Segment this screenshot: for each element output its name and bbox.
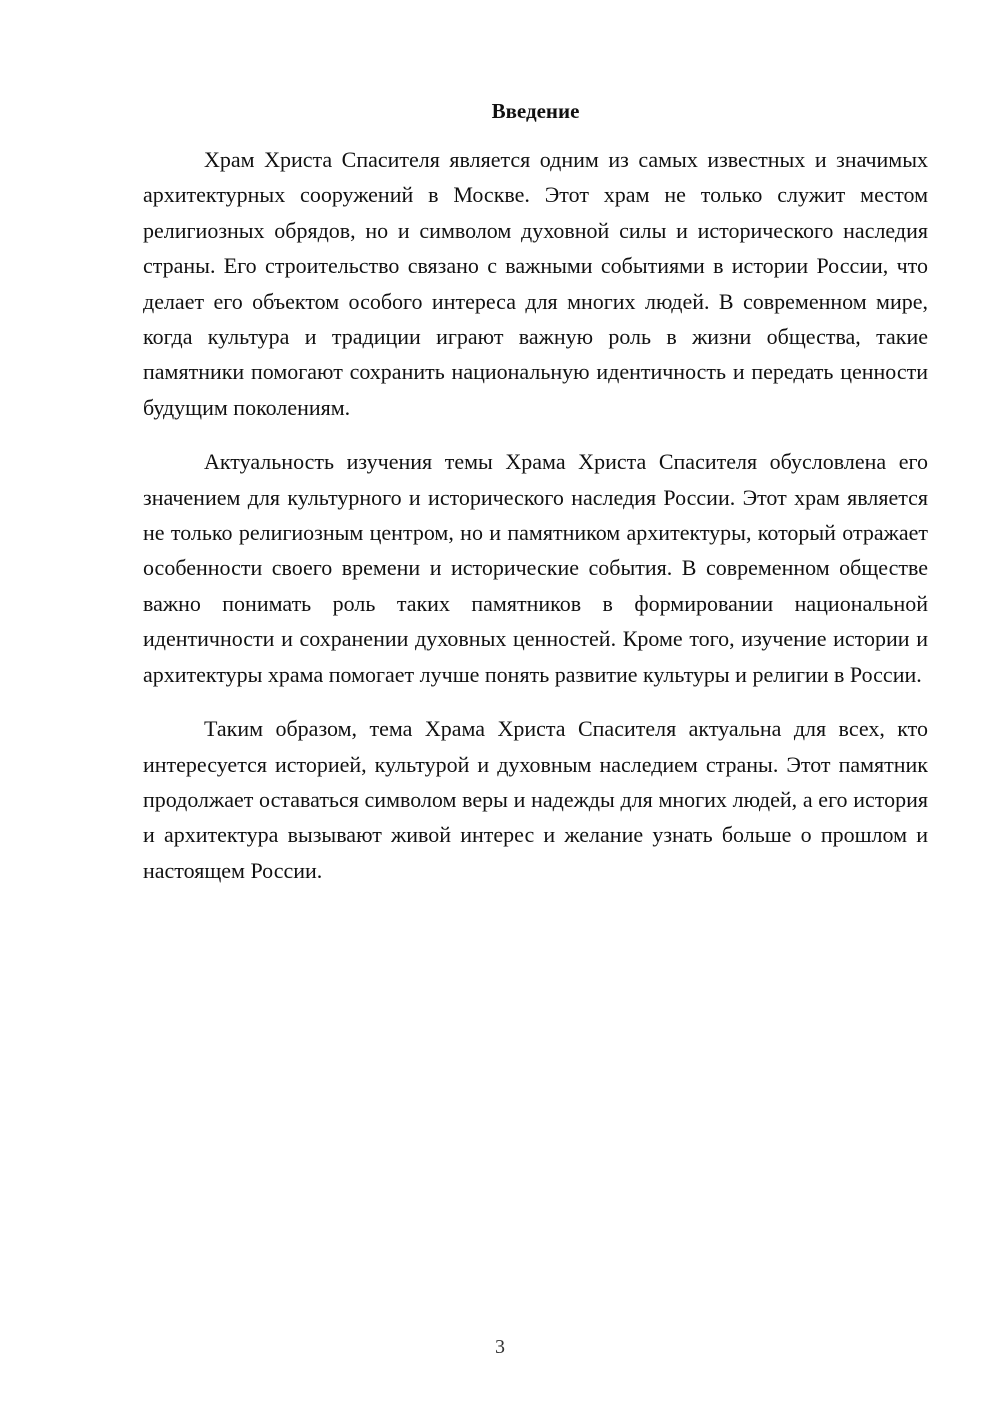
- paragraph-conclusion: Таким образом, тема Храма Христа Спасителя актуальна для всех, кто интересуется историей, культурой и духовным наследием страны. Этот памятник продолжает оставаться символом веры и надежды для многих людей, а его история и архитектура вызывают живой интерес и желание узнать больше о прошлом и настоящем России.: [143, 716, 928, 883]
- section-heading: Введение: [491, 99, 580, 123]
- page-number: 3: [495, 1336, 505, 1358]
- body-text: [143, 142, 928, 907]
- paragraph-relevance: Актуальность изучения темы Храма Христа Спасителя обусловлена его значением для культурного и исторического наследия России. Этот храм является не только религиозным центром, но и памятником архитектуры, который отражает особенности своего времени и исторические события. В современном обществе важно понимать роль таких памятников в формировании национальной идентичности и сохранении духовных ценностей. Кроме того, изучение истории и архитектуры храма помогает лучше понять развитие культуры и религии в России.: [143, 449, 928, 687]
- paragraph-introduction: Храм Христа Спасителя является одним из самых известных и значимых архитектурных сооружений в Москве. Этот храм не только служит местом религиозных обрядов, но и символом духовной силы и исторического наследия страны. Его строительство связано с важными событиями в истории России, что делает его объектом особого интереса для многих людей. В современном мире, когда культура и традиции играют важную роль в жизни общества, такие памятники помогают сохранить национальную идентичность и передать ценности будущим поколениям.: [143, 147, 928, 420]
